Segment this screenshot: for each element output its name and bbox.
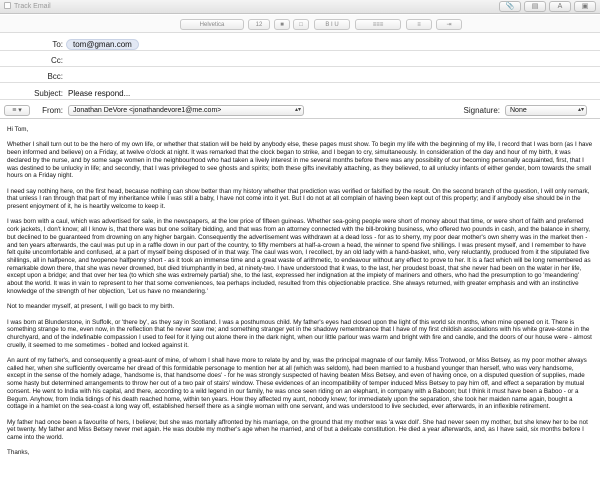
subject-row [0,87,600,100]
select-arrows-icon: ▴▾ [294,107,301,113]
cc-label: Cc: [51,56,63,65]
address-button[interactable] [524,1,546,12]
body-paragraph: I was born at Blunderstone, in Suffolk, or 'there by', as they say in Scotland. I was a posthumous child. My father's eyes had closed upon the light of this world six months, when mine opened on it. There is something strange to me, even now, in the reflection that he never saw me; and something stranger yet in the shadowy remembrance that I have of my first childish associations with his white grave-stone in the churchyard, and of the indefinable compassion I used to feel for it lying out alone there in the dark night, when our little parlour was warm and bright with fire and candle, and the doors of our house were - almost cruelly, it seemed to me sometimes - bolted and locked against it. [7,318,592,349]
checkbox-icon[interactable] [4,2,11,9]
bcc-field[interactable] [68,72,588,82]
header-fields-button[interactable] [4,105,30,116]
to-recipient-token[interactable]: tom@gman.com [66,39,139,50]
highlight-icon: □ [299,21,303,28]
address-icon: ▤ [531,3,539,10]
list-format-button[interactable] [406,19,432,30]
from-select[interactable] [68,105,304,116]
body-paragraph: I need say nothing here, on the first head, because nothing can show better than my history whether that prediction was verified or falsified by the result. On the second branch of the question, I will only remark, that unless I ran through that part of my inheritance while I was still a baby, I have not come into it yet. But I do not at all complain of having been kept out of this property; and if anybody else should be in the present enjoyment of it, he is heartily welcome to keep it. [7,187,590,210]
font-family-value: Helvetica [199,21,225,28]
font-size-value: 12 [255,21,263,28]
bcc-row [0,70,600,83]
list-icon: ≡ ▾ [12,107,22,114]
attachment-button[interactable] [499,1,521,12]
compose-toolbar [0,0,600,14]
font-size-select[interactable] [248,19,270,30]
to-label: To: [52,40,63,49]
bcc-label: Bcc: [47,72,63,81]
from-label: From: [42,106,63,115]
signature-select[interactable] [505,105,587,116]
indent-group[interactable] [436,19,462,30]
bold-italic-underline-group[interactable] [314,19,350,30]
body-paragraph: My father had once been a favourite of hers, I believe; but she was mortally affronted by his marriage, on the ground that my mother was 'a wax doll'. She had never seen my mother, but she knew her to be not yet twenty. My father and Miss Betsey never met again. He was double my mother's age when he married, and of but a delicate constitution. He died a year afterwards, and, as I have said, six months before I came into the world. [7,418,588,442]
fonts-button[interactable] [549,1,571,12]
cc-row [0,54,600,67]
closing: Thanks, [7,449,30,457]
photo-button[interactable] [574,1,596,12]
list-icon: ≡ [417,21,421,28]
track-email-label: Track Email [14,3,51,10]
from-row [0,104,600,119]
highlight-color-button[interactable] [293,19,309,30]
body-paragraph: I was born with a caul, which was advertised for sale, in the newspapers, at the low price of fifteen guineas. Whether sea-going people were short of money about that time, or were short of faith and preferred cork jackets, I don't know; all I know is, that there was but one solitary bidding, and that was from an attorney connected with the bill-broking business, who offered two pounds in cash, and the balance in sherry, but declined to be guaranteed from drowning on any higher bargain. Consequently the advertisement was withdrawn at a dead loss - for as to sherry, my poor dear mother's own sherry was in the market then - and ten years afterwards, the caul was put up in a raffle down in our part of the country, to fifty members at half-a-crown a head, the winner to spend five shillings. I was present myself, and I remember to have felt quite uncomfortable and confused, at a part of myself being disposed of in that way. The caul was won, I recollect, by an old lady with a hand-basket, who, very reluctantly, produced from it the stipulated five shillings, all in halfpence, and twopence halfpenny short - as it took an immense time and a great waste of arithmetic, to endeavour without any effect to prove to her. It is a fact which will be long remembered as remarkable down there, that she was never drowned, but died triumphantly in bed, at ninety-two. I have understood that it was, to the last, her proudest boast, that she never had been on the water in her life, except upon a bridge; and that over her tea (to which she was extremely partial) she, to the last, expressed her indignation at the impiety of mariners and others, who had the presumption to go 'meandering' about the world. It was in vain to represent to her that some conveniences, tea perhaps included, resulted from this objectionable practice. She always returned, with greater emphasis and with an instinctive knowledge of the strength of her objection, 'Let us have no meandering.' [7,218,591,295]
photo-icon: ▣ [581,3,589,10]
select-arrows-icon: ▴▾ [577,107,584,113]
toolbar-actions [496,1,596,12]
fonts-icon: A [557,3,563,10]
text-color-icon: ■ [280,21,284,28]
track-email-checkbox[interactable] [4,2,51,10]
from-value: Jonathan DeVore <jonathandevore1@me.com> [73,107,222,114]
style-icons: B I U [325,21,339,28]
alignment-icons: ≡≡≡ [372,21,384,28]
attachment-icon: 📎 [505,3,515,10]
greeting: Hi Tom, [7,126,29,133]
subject-field[interactable]: Please respond... [68,89,131,98]
subject-label: Subject: [34,89,63,98]
body-paragraph: Whether I shall turn out to be the hero of my own life, or whether that station will be held by anybody else, these pages must show. To begin my life with the beginning of my life, I record that I was born (as I have been informed and believe) on a Friday, at twelve o'clock at night. It was remarked that the clock began to strike, and I began to cry, simultaneously. In consideration of the day and hour of my birth, it was declared by the nurse, and by some sage women in the neighbourhood who had taken a lively interest in me several months before there was any possibility of our becoming personally acquainted, first, that I was destined to be unlucky in life; and secondly, that I was privileged to see ghosts and spirits; both these gifts inevitably attaching, as they believed, to all unlucky infants of either gender, born towards the small hours on a Friday night. [7,141,593,180]
signature-value: None [510,107,527,114]
body-paragraph: An aunt of my father's, and consequently a great-aunt of mine, of whom I shall have more to relate by and by, was the principal magnate of our family. Miss Trotwood, or Miss Betsey, as my poor mother always called her, when she sufficiently overcame her dread of this formidable personage to mention her at all (which was seldom), had been married to a husband younger than herself, who was very handsome, except in the sense of the homely adage, 'handsome is, that handsome does' - for he was strongly suspected of having beaten Miss Betsey, and even of having once, on a disputed question of supplies, made some hasty but determined arrangements to throw her out of a two pair of stairs' window. These evidences of an incompatibility of temper induced Miss Betsey to pay him off, and effect a separation by mutual consent. He went to India with his capital, and there, according to a wild legend in our family, he was once seen riding on an elephant, in company with a Baboon; but I think it must have been a Baboo - or a Begum. Anyhow, from India tidings of his death reached home, within ten years. How they affected my aunt, nobody knew; for immediately upon the separation, she took her maiden name again, bought a cottage in a hamlet on the sea-coast a long way off, established herself there as a single woman with one servant, and was understood to live secluded, ever afterwards, in an inflexible retirement. [7,357,587,411]
text-color-button[interactable] [274,19,290,30]
message-body[interactable] [7,126,593,465]
indent-icon: ⇥ [446,22,452,28]
font-family-select[interactable] [180,19,244,30]
signature-label: Signature: [463,106,500,115]
cc-field[interactable] [68,56,588,66]
format-bar [0,15,600,33]
body-paragraph: Not to meander myself, at present, I will go back to my birth. [7,303,175,311]
to-row [0,38,600,51]
alignment-group[interactable] [355,19,401,30]
